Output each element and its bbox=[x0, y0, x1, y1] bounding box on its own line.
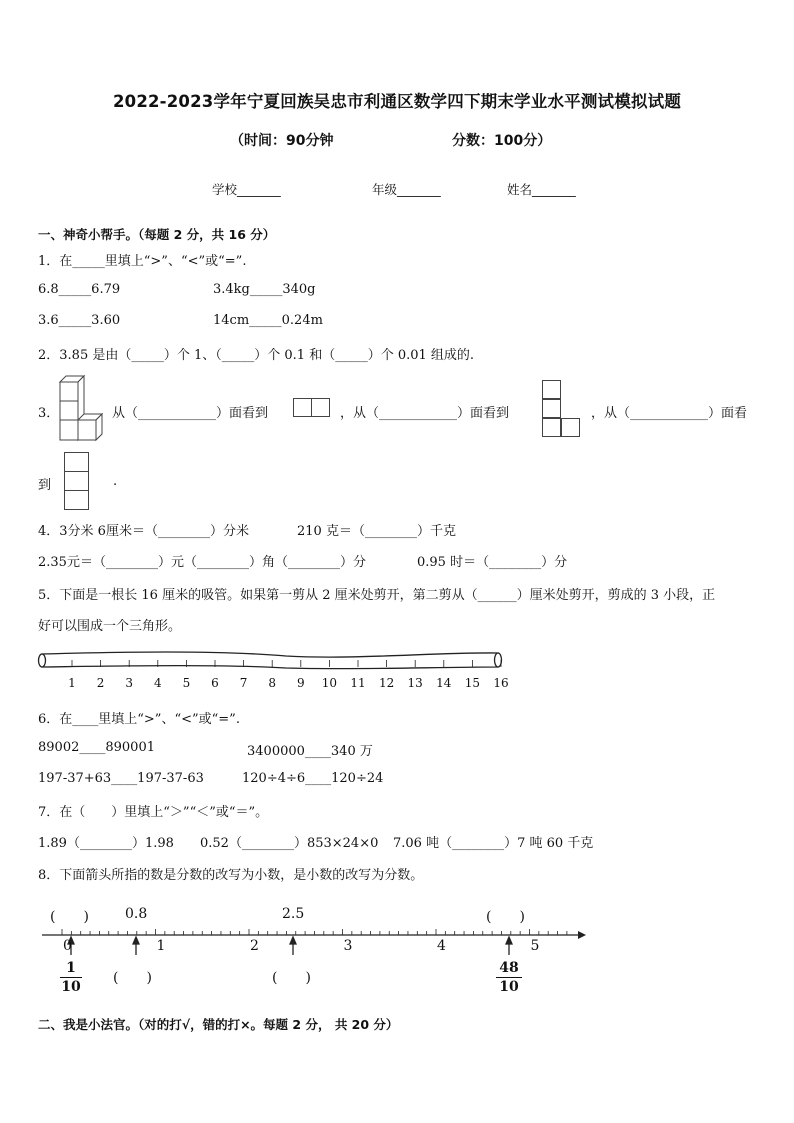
fraction-bar bbox=[60, 977, 82, 978]
straw-tick-label: 3 bbox=[125, 676, 133, 690]
straw-tick-label: 13 bbox=[407, 676, 423, 690]
q7-c: 7.06 吨（________）7 吨 60 千克 bbox=[393, 836, 594, 851]
q2-text: 2．3.85 是由（_____）个 1、（_____）个 0.1 和（_____）个 0.01 组成的. bbox=[38, 348, 475, 363]
time-label: （时间：90分钟 bbox=[230, 133, 334, 149]
q6-c: 197-37+63____197-37-63 bbox=[38, 771, 204, 786]
q3-part1: 从（____________）面看到 bbox=[112, 406, 269, 421]
number-line-tick-label: 1 bbox=[156, 938, 166, 954]
q7-b: 0.52（________）853×24×0 bbox=[200, 836, 379, 851]
q3-part4: 到 bbox=[38, 478, 52, 493]
q1-b: 3.4kg_____340g bbox=[213, 282, 316, 297]
q3-number: 3． bbox=[38, 406, 60, 421]
straw-tick-label: 16 bbox=[493, 676, 509, 690]
q4-line2b: 0.95 时＝（________）分 bbox=[417, 555, 568, 570]
q7-a: 1.89（________）1.98 bbox=[38, 836, 174, 851]
q6-text: 6．在____里填上“>”、“<”或“=”. bbox=[38, 712, 240, 727]
straw-tick-label: 5 bbox=[182, 676, 191, 690]
q4-line2a: 2.35元＝（________）元（________）角（________）分 bbox=[38, 555, 366, 570]
q3-end: . bbox=[113, 474, 118, 489]
q8-text: 8．下面箭头所指的数是分数的改写为小数，是小数的改写为分数。 bbox=[38, 868, 424, 883]
q8-top-label-0-8: 0.8 bbox=[125, 906, 148, 922]
q8-top-blank-1: ( ) bbox=[50, 909, 89, 925]
q1-text: 1．在_____里填上“>”、“<”或“=”. bbox=[38, 254, 247, 269]
straw-tick-label: 10 bbox=[321, 676, 338, 690]
q8-bottom-blank-1: ( ) bbox=[113, 970, 152, 986]
straw-tick-label: 4 bbox=[153, 676, 162, 690]
fraction-1-10 bbox=[60, 960, 82, 995]
q7-text: 7．在（ ）里填上“＞”“＜”或“＝”。 bbox=[38, 805, 269, 820]
number-line-tick-label: 2 bbox=[250, 938, 259, 954]
fraction-48-10 bbox=[496, 960, 522, 995]
q8-top-label-2-5: 2.5 bbox=[282, 906, 305, 922]
q3-part2: ，从（____________）面看到 bbox=[340, 406, 510, 421]
number-line-tick-label: 0 bbox=[63, 938, 72, 954]
score-label: 分数：100分） bbox=[452, 133, 552, 149]
q6-a: 89002____890001 bbox=[38, 740, 155, 755]
section-1-heading: 一、神奇小帮手。（每题 2 分，共 16 分） bbox=[38, 227, 276, 242]
q1-c: 3.6_____3.60 bbox=[38, 313, 121, 328]
straw-tick-label: 2 bbox=[96, 676, 105, 690]
q4-line1b: 210 克＝（________）千克 bbox=[297, 524, 456, 539]
q5-line2: 好可以围成一个三角形。 bbox=[38, 619, 182, 634]
straw-tick-label: 8 bbox=[268, 676, 276, 690]
fraction-2-numerator: 48 bbox=[499, 960, 519, 976]
name-field: 姓名_______ bbox=[507, 182, 576, 197]
straw-tick-label: 9 bbox=[296, 676, 305, 690]
straw-tick-label: 11 bbox=[350, 676, 366, 690]
fraction-1-denominator: 10 bbox=[61, 979, 81, 995]
exam-title: 2022-2023学年宁夏回族吴忠市利通区数学四下期末学业水平测试模拟试题 bbox=[112, 92, 682, 111]
school-field: 学校_______ bbox=[212, 182, 281, 197]
q3-part3: ，从（____________）面看 bbox=[591, 406, 748, 421]
cube-stack-figure bbox=[58, 374, 104, 444]
straw-tick-label: 1 bbox=[68, 676, 76, 690]
straw-tick-label: 15 bbox=[464, 676, 481, 690]
q8-bottom-blank-2: ( ) bbox=[272, 970, 311, 986]
number-line-tick-label: 5 bbox=[530, 938, 540, 954]
q4-line1a: 4．3分米 6厘米＝（________）分米 bbox=[38, 524, 249, 539]
fraction-2-denominator: 10 bbox=[499, 979, 519, 995]
q6-d: 120÷4÷6____120÷24 bbox=[242, 771, 384, 786]
q1-a: 6.8_____6.79 bbox=[38, 282, 121, 297]
straw-tick-label: 12 bbox=[378, 676, 395, 690]
q6-b: 3400000____340 万 bbox=[247, 744, 373, 759]
fraction-1-numerator: 1 bbox=[66, 960, 76, 976]
number-line-tick-label: 3 bbox=[343, 938, 353, 954]
section-2-heading: 二、我是小法官。（对的打√，错的打×。每题 2 分， 共 20 分） bbox=[38, 1017, 399, 1032]
grade-field: 年级_______ bbox=[372, 182, 441, 197]
q8-top-blank-2: ( ) bbox=[486, 909, 525, 925]
q5-line1: 5．下面是一根长 16 厘米的吸管。如果第一剪从 2 厘米处剪开，第二剪从（______）厘米处剪开，剪成的 3 小段，正 bbox=[38, 588, 716, 603]
straw-tick-label: 7 bbox=[239, 676, 248, 690]
q1-d: 14cm_____0.24m bbox=[213, 313, 323, 328]
fraction-bar bbox=[496, 977, 522, 978]
straw-tick-label: 14 bbox=[436, 676, 452, 690]
number-line-tick-label: 4 bbox=[437, 938, 446, 954]
straw-tick-label: 6 bbox=[211, 676, 219, 690]
